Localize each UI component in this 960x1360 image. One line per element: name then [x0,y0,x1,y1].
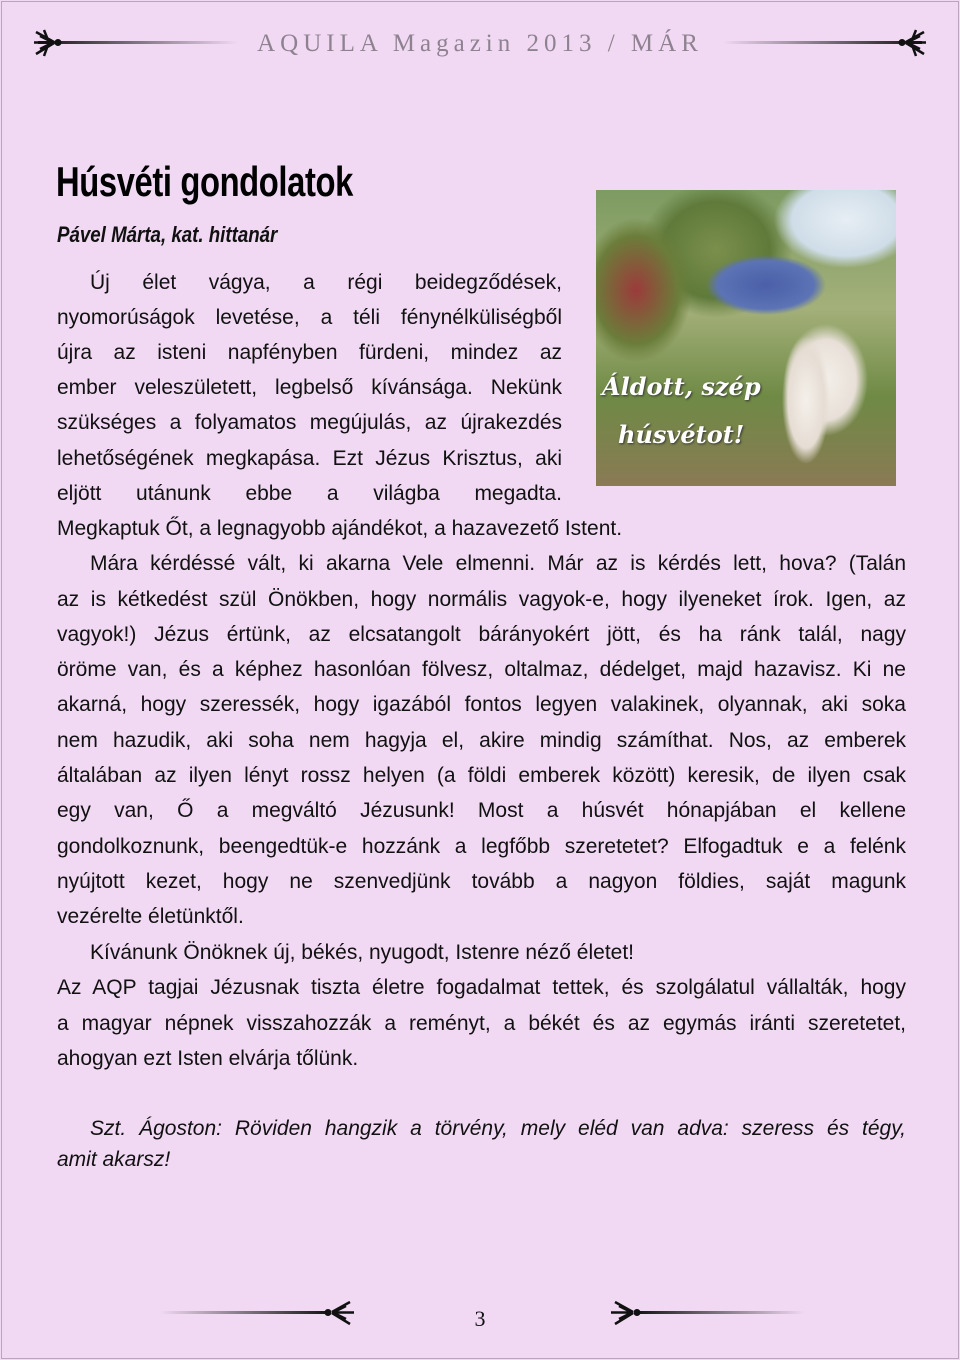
body-line: az is kétkedést szül Önökben, hogy normális vagyok-e, hogy ilyeneket írok. Igen, az [57,588,906,611]
body-line: ember veleszületett, legbelső kívánsága. Nekünk [57,376,562,399]
page-number: 3 [474,1306,486,1331]
figure-shape [766,300,846,470]
body-line: ahogyan ezt Isten elvárja tőlünk. [57,1047,359,1070]
article-title: Húsvéti gondolatok [56,158,353,205]
body-line: nyomorúságok levetése, a téli fénynélküliségből [57,306,562,329]
easter-jesus-image [596,190,896,486]
body-line: eljött utánunk ebbe a világba megadta. [57,482,562,505]
ornament-right-icon [712,28,942,58]
image-caption-1: Áldott, szép [602,372,761,401]
body-line: Az AQP tagjai Jézusnak tiszta életre fogadalmat tettek, és szolgálatul vállalták, hogy [57,976,906,999]
magazine-title: AQUILA Magazin 2013 / MÁR [257,30,703,57]
body-line: szükséges a folyamatos megújulás, az újrakezdés [57,411,562,434]
body-line: lehetőségének megkapása. Ezt Jézus Krisztus, aki [57,447,562,470]
body-line: akarná, hogy szeressék, hogy igazából fontos legyen valakinek, olyannak, aki soka [57,693,906,716]
body-line: Új élet vágya, a régi beidegződések, [90,271,562,294]
body-line: Megkaptuk Őt, a legnagyobb ajándékot, a hazavezető Istent. [57,517,623,540]
running-header [0,28,960,58]
image-caption-2: húsvétot! [618,420,745,449]
body-line: Kívánunk Önöknek új, békés, nyugodt, Istenre néző életet! [90,941,635,964]
body-line: gondolkoznunk, beengedtük-e hozzánk a legfőbb szeretetet? Elfogadtuk e a felénk [57,835,906,858]
body-line: a magyar népnek visszahozzák a reményt, a békét és az egymás iránti szeretetet, [57,1012,906,1035]
body-line: egy van, Ő a megváltó Jézusunk! Most a húsvét hónapjában el kellene [57,799,906,822]
body-line: öröme van, és a képhez hasonlóan fölvesz, oltalmaz, dédelget, majd hazavisz. Ki ne [57,658,906,681]
quote-line: amit akarsz! [57,1148,171,1171]
body-line: Mára kérdéssé vált, ki akarna Vele elmenni. Már az is kérdés lett, hova? (Talán [90,552,906,575]
body-line: vagyok!) Jézus értünk, az elcsatangolt bárányokért jött, és ha ránk talál, nagy [57,623,906,646]
body-line: általában az ilyen lényt rossz helyen (a földi emberek között) keresik, de ilyen csak [57,764,906,787]
quote-line: Szt. Ágoston: Röviden hangzik a törvény, mely eléd van adva: szeress és tégy, [90,1117,906,1140]
body-line: nem hazudik, aki soha nem hagyja el, akire mindig számíthat. Nos, az emberek [57,729,906,752]
body-line: nyújtott kezet, hogy ne szenvedjünk tovább a nagyon földies, saját magunk [57,870,906,893]
article-author: Pável Márta, kat. hittanár [57,222,278,247]
body-line: újra az isteni napfényben fürdeni, mindez az [57,341,562,364]
body-line: vezérelte életünktől. [57,905,244,928]
